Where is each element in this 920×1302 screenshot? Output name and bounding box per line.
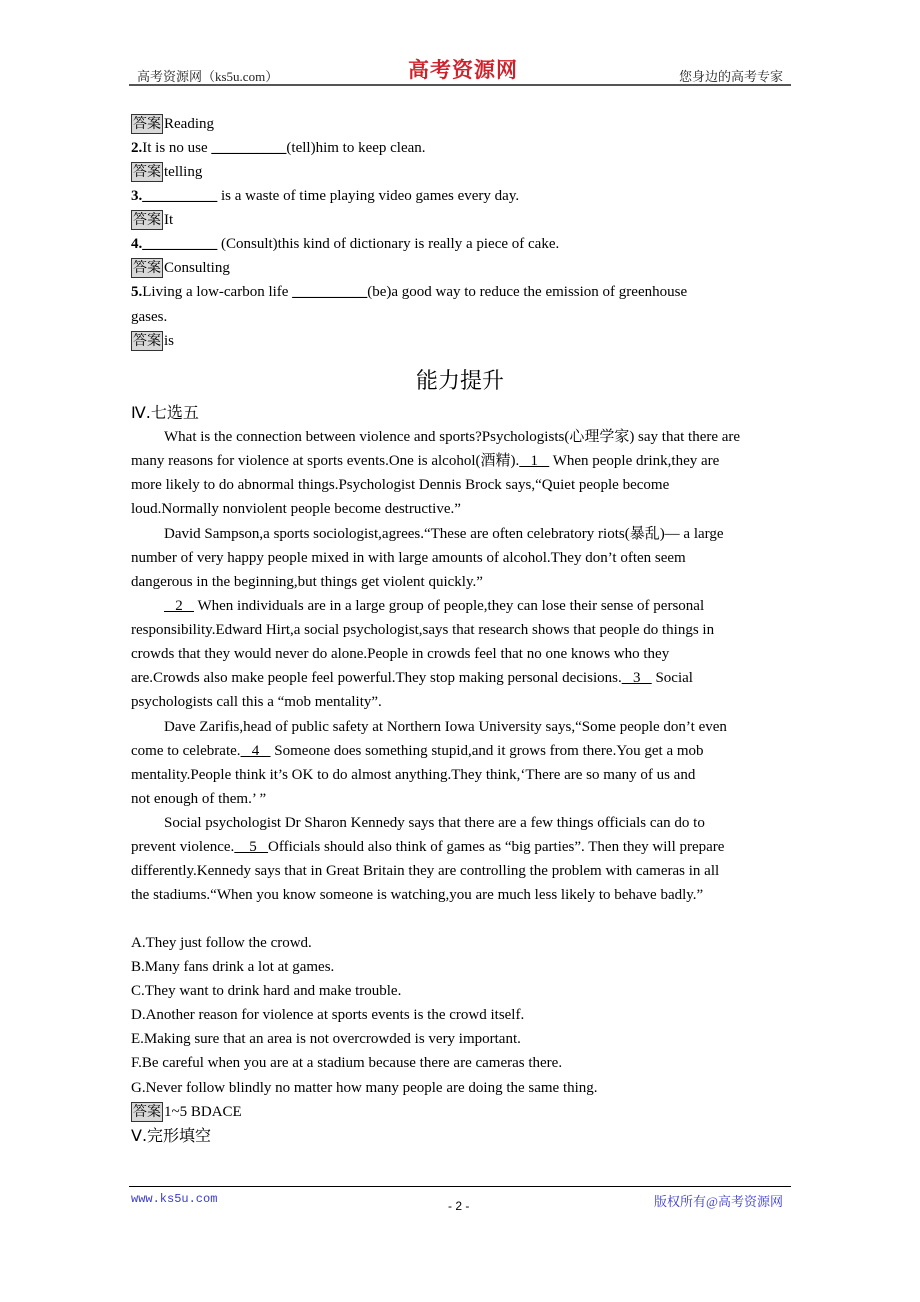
- text-line: [131, 138, 426, 158]
- text: Someone does something stupid,and it grows from there.You get a mob: [270, 743, 704, 759]
- text: David Sampson,a sports sociologist,agrees.“These are often celebratory riots(暴乱)— a large: [164, 526, 724, 542]
- text-line: [131, 258, 230, 278]
- blank: __________: [142, 236, 218, 252]
- answer-tag: 答案: [133, 333, 161, 349]
- text: G.Never follow blindly no matter how many people are doing the same thing.: [131, 1080, 598, 1096]
- text: more likely to do abnormal things.Psychologist Dennis Brock says,“Quiet people become: [131, 477, 670, 493]
- text-line: [131, 1029, 521, 1049]
- text: E.Making sure that an area is not overcrowded is very important.: [131, 1031, 521, 1047]
- section-title: Ⅴ.完形填空: [131, 1126, 212, 1145]
- text: prevent violence.: [131, 839, 235, 855]
- question-number: 4.: [131, 236, 143, 252]
- text-line: [131, 1102, 242, 1122]
- text-line: [131, 741, 704, 761]
- text: It is no use: [142, 140, 212, 156]
- text-line: [131, 933, 312, 953]
- text-line: [131, 451, 719, 471]
- text-line: [164, 524, 724, 544]
- text: B.Many fans drink a lot at games.: [131, 959, 335, 975]
- question-number: 3.: [131, 188, 143, 204]
- text: differently.Kennedy says that in Great Britain they are controlling the problem with cameras in all: [131, 863, 720, 879]
- answer-tag: 答案: [133, 1104, 161, 1120]
- question-number: 5.: [131, 284, 143, 300]
- footer-copyright: 版权所有@高考资源网: [654, 1194, 783, 1209]
- text: is: [164, 333, 175, 349]
- text-line: [131, 837, 724, 857]
- blank: __________: [211, 140, 287, 156]
- text: dangerous in the beginning,but things get violent quickly.”: [131, 574, 483, 590]
- question-number: 2.: [131, 140, 143, 156]
- text: C.They want to drink hard and make trouble.: [131, 983, 402, 999]
- text-line: [131, 668, 693, 688]
- header-site-name: 高考资源网（ks5u.com）: [137, 69, 279, 84]
- text-line: [131, 861, 719, 881]
- text: Social: [651, 670, 693, 686]
- text-line: [131, 282, 687, 302]
- text: gases.: [131, 309, 168, 325]
- text: Dave Zarifis,head of public safety at Northern Iowa University says,“Some people don’t even: [164, 719, 727, 735]
- text: telling: [164, 164, 203, 180]
- text: 1~5 BDACE: [164, 1104, 242, 1120]
- text: crowds that they would never do alone.People in crowds feel that no one knows who they: [131, 646, 670, 662]
- text-line: [131, 1005, 524, 1025]
- text-line: [131, 1053, 562, 1073]
- text-line: [131, 885, 703, 905]
- text-line: [131, 981, 401, 1001]
- text: Officials should also think of games as “big parties”. Then they will prepare: [268, 839, 725, 855]
- text-line: [164, 717, 727, 737]
- text: (Consult)this kind of dictionary is really a piece of cake.: [217, 236, 560, 252]
- text-line: [131, 114, 214, 134]
- text: not enough of them.’ ”: [131, 791, 267, 807]
- page-number: - 2 -: [448, 1199, 470, 1213]
- site-logo: 高考资源网: [408, 57, 518, 82]
- text: (be)a good way to reduce the emission of greenhouse: [367, 284, 688, 300]
- text: the stadiums.“When you know someone is watching,you are much less likely to behave badly.”: [131, 887, 704, 903]
- text-line: [131, 210, 173, 230]
- blank: 4: [240, 743, 271, 759]
- text: number of very happy people mixed in with large amounts of alcohol.They don’t often seem: [131, 550, 686, 566]
- text-line: [131, 572, 483, 592]
- text-line: [131, 186, 519, 206]
- text-line: [131, 475, 669, 495]
- blank: 5: [234, 839, 269, 855]
- text-line: [164, 813, 705, 833]
- section-heading: 能力提升: [415, 369, 504, 394]
- text-line: [164, 427, 740, 447]
- text-line: [164, 596, 704, 616]
- text: Social psychologist Dr Sharon Kennedy says that there are a few things officials can do to: [164, 815, 705, 831]
- text-line: [131, 1126, 211, 1147]
- header-divider: [129, 84, 791, 86]
- text-line: [131, 692, 382, 712]
- blank: __________: [292, 284, 368, 300]
- text: When people drink,they are: [549, 453, 720, 469]
- text-line: [131, 957, 334, 977]
- text-line: [131, 403, 199, 424]
- answer-tag: 答案: [133, 116, 161, 132]
- answer-tag: 答案: [133, 260, 161, 276]
- blank: 3: [621, 670, 652, 686]
- text: (tell)him to keep clean.: [286, 140, 426, 156]
- text: mentality.People think it’s OK to do almost anything.They think,‘There are so many of us and: [131, 767, 696, 783]
- text: come to celebrate.: [131, 743, 241, 759]
- text: F.Be careful when you are at a stadium because there are cameras there.: [131, 1055, 563, 1071]
- text-line: [131, 789, 266, 809]
- answer-tag: 答案: [133, 212, 161, 228]
- footer-site-link[interactable]: www.ks5u.com: [131, 1192, 218, 1206]
- text-line: [131, 765, 695, 785]
- text: responsibility.Edward Hirt,a social psychologist,says that research shows that people do things in: [131, 622, 715, 638]
- blank: 2: [164, 598, 194, 614]
- text: psychologists call this a “mob mentality”.: [131, 694, 382, 710]
- text-line: [131, 162, 202, 182]
- answer-tag: 答案: [133, 164, 161, 180]
- text: many reasons for violence at sports events.One is alcohol(酒精).: [131, 453, 520, 469]
- text: Living a low-carbon life: [142, 284, 293, 300]
- text-line: [131, 548, 686, 568]
- header-slogan: 您身边的高考专家: [678, 69, 783, 84]
- blank: __________: [142, 188, 218, 204]
- text-line: [131, 620, 714, 640]
- text: loud.Normally nonviolent people become destructive.”: [131, 501, 461, 517]
- footer-divider: [129, 1186, 791, 1187]
- text-line: [131, 307, 167, 327]
- text-line: [131, 1078, 598, 1098]
- text: are.Crowds also make people feel powerful.They stop making personal decisions.: [131, 670, 622, 686]
- text: When individuals are in a large group of people,they can lose their sense of personal: [194, 598, 705, 614]
- text: A.They just follow the crowd.: [131, 935, 312, 951]
- text-line: [131, 644, 669, 664]
- section-title: Ⅳ.七选五: [131, 403, 199, 422]
- text-line: [131, 331, 174, 351]
- text: is a waste of time playing video games every day.: [217, 188, 520, 204]
- text: D.Another reason for violence at sports events is the crowd itself.: [131, 1007, 525, 1023]
- text-line: [131, 499, 461, 519]
- text: It: [164, 212, 174, 228]
- text: Reading: [164, 116, 214, 132]
- blank: 1: [519, 453, 550, 469]
- text-line: [131, 234, 559, 254]
- text: What is the connection between violence and sports?Psychologists(心理学家) say that there are: [164, 429, 741, 445]
- text: Consulting: [164, 260, 230, 276]
